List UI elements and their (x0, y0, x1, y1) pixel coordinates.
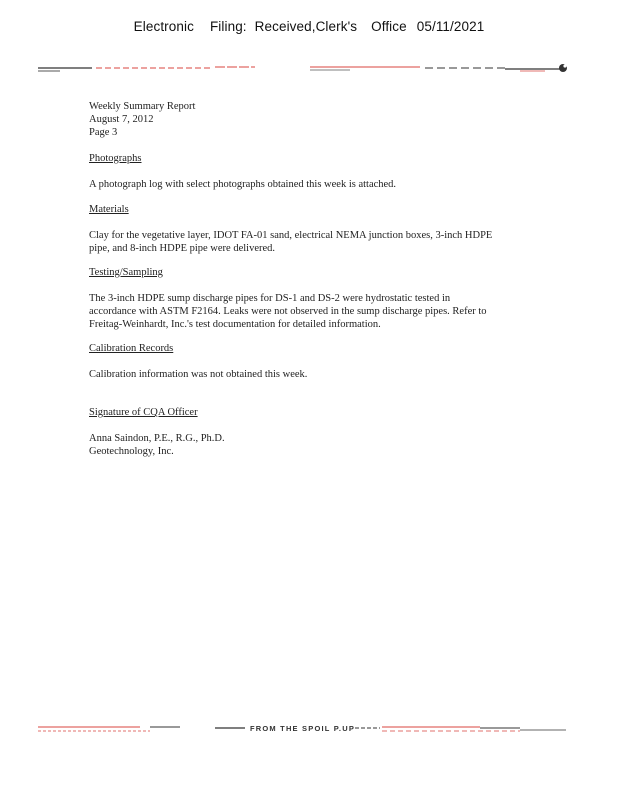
testing-text-line-2: accordance with ASTM F2164. Leaks were not observed in the sump discharge pipes. Refer to (89, 306, 487, 317)
signature-name: Anna Saindon, P.E., R.G., Ph.D. (89, 433, 225, 444)
section-heading-calibration-records: Calibration Records (89, 343, 174, 354)
testing-text-line-3: Freitag-Weinhardt, Inc.'s test documentation for detailed information. (89, 319, 381, 330)
report-date: August 7, 2012 (89, 114, 154, 125)
section-heading-signature: Signature of CQA Officer (89, 407, 198, 418)
signature-company: Geotechnology, Inc. (89, 446, 174, 457)
report-page-number: Page 3 (89, 127, 118, 138)
filing-word-received: Received,Clerk's (254, 19, 358, 34)
filing-word-electronic: Electronic (133, 19, 194, 34)
testing-text-line-1: The 3-inch HDPE sump discharge pipes for DS-1 and DS-2 were hydrostatic tested in (89, 293, 451, 304)
section-heading-testing-sampling: Testing/Sampling (89, 267, 163, 278)
section-heading-materials: Materials (89, 204, 129, 215)
filing-date: 05/11/2021 (416, 19, 485, 34)
section-heading-photographs: Photographs (89, 153, 142, 164)
filing-word-office: Office (371, 19, 407, 34)
footer-stamp-text: FROM THE SPOIL P.UP (250, 724, 356, 733)
report-title: Weekly Summary Report (89, 101, 196, 112)
calibration-text: Calibration information was not obtained this week. (89, 369, 308, 380)
materials-text-line-1: Clay for the vegetative layer, IDOT FA-01 sand, electrical NEMA junction boxes, 3-inch HDPE (89, 230, 493, 241)
filing-word-filing: Filing: (209, 19, 247, 34)
materials-text-line-2: pipe, and 8-inch HDPE pipe were delivered. (89, 243, 276, 254)
photographs-text: A photograph log with select photographs obtained this week is attached. (89, 179, 397, 190)
